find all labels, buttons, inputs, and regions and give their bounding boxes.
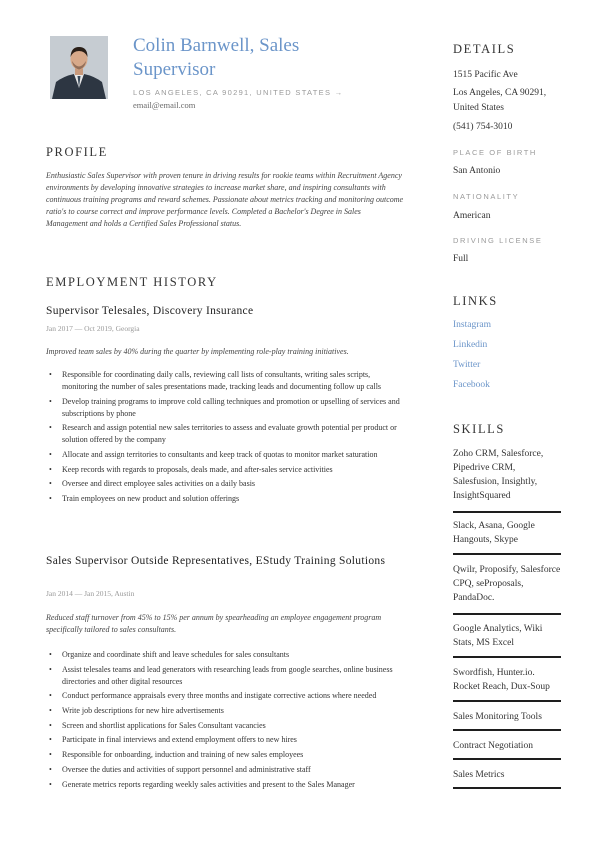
skill-name: Qwilr, Proposify, Salesforce CPQ, seProposals, PandaDoc. [453, 565, 561, 603]
details-heading: DETAILS [453, 42, 516, 56]
skill-name: Sales Monitoring Tools [453, 712, 542, 722]
job-bullet-list [46, 649, 404, 793]
list-item: • Keep records with regards to proposals, deals made, and after-sales service activities [46, 464, 404, 476]
list-item: • Train employees on new product and solution offerings [46, 493, 404, 505]
list-item: • Allocate and assign territories to consultants and keep track of quotas to monitor market saturation [46, 449, 404, 461]
address-line: 1515 Pacific Ave [453, 70, 518, 80]
list-item: • Oversee the duties and activities of support personnel and administrative staff [46, 764, 404, 776]
list-item: • Research and assign potential new sales territories to assess and evaluate growth potential per product or solution offered by the company [46, 422, 404, 446]
link-linkedin[interactable]: Linkedin [453, 340, 488, 350]
profile-photo [50, 36, 108, 99]
skill-level-bar [453, 613, 561, 615]
list-item: • Responsible for coordinating daily calls, reviewing call lists of consultants, writing sales scripts, monitoring the number of sales presentations made, tracking leads and documenting follow up calls [46, 369, 404, 393]
list-item: • Write job descriptions for new hire advertisements [46, 705, 404, 717]
link-facebook[interactable]: Facebook [453, 380, 490, 390]
profile-heading: PROFILE [46, 145, 108, 159]
list-item: • Oversee and direct employee sales activities on a daily basis [46, 478, 404, 490]
list-item: • Assist telesales teams and lead generators with researching leads from google searches, online business directories and other digital resources [46, 664, 404, 688]
nationality: American [453, 211, 491, 221]
skill-level-bar [453, 787, 561, 789]
profile-summary: Enthusiastic Sales Supervisor with proven tenure in driving results for rookie teams within Recruitment Agency environments by developing innovative strategies to increase market share, and inspiring consultants with continuous training programs and reward schemes. Passionate about metrics tracking and monitoring outcome ratio's to course correct and improve performance levels. Completed a Bachelor's Degree in Sales Management and holds a Certified Sales Professional status. [46, 171, 404, 228]
candidate-name: Colin Barnwell, Sales Supervisor [133, 35, 300, 80]
place-of-birth: San Antonio [453, 166, 501, 176]
avatar [50, 36, 108, 99]
employment-heading: EMPLOYMENT HISTORY [46, 275, 218, 289]
skill-name: Zoho CRM, Salesforce, Pipedrive CRM, Salesfusion, Insightly, InsightSquared [453, 449, 544, 501]
place-of-birth-label: PLACE OF BIRTH [453, 148, 537, 157]
skill-level-bar [453, 729, 561, 731]
address-line: Los Angeles, CA 90291, [453, 88, 547, 98]
skill-name: Swordfish, Hunter.io. Rocket Reach, Dux-Soup [453, 668, 550, 692]
list-item: • Screen and shortlist applications for Sales Consultant vacancies [46, 720, 404, 732]
skill-name: Contract Negotiation [453, 741, 533, 751]
phone-number: (541) 754-3010 [453, 122, 513, 132]
list-item: • Participate in final interviews and extend employment offers to new hires [46, 734, 404, 746]
job-bullet-list [46, 369, 404, 508]
job-summary: Reduced staff turnover from 45% to 15% per annum by spearheading an employee engagement program specifically tailored to sales consultants. [46, 613, 382, 634]
list-item: • Responsible for onboarding, induction and training of new sales employees [46, 749, 404, 761]
email-link[interactable]: email@email.com [133, 100, 196, 110]
skill-level-bar [453, 700, 561, 702]
job-summary: Improved team sales by 40% during the quarter by implementing role-play training initiatives. [46, 347, 349, 356]
skill-name: Sales Metrics [453, 770, 505, 780]
skill-level-bar [453, 656, 561, 658]
job-dates: Jan 2014 — Jan 2015, Austin [46, 589, 135, 598]
link-instagram[interactable]: Instagram [453, 320, 491, 330]
skill-name: Slack, Asana, Google Hangouts, Skype [453, 521, 535, 545]
driving-license: Full [453, 254, 469, 264]
list-item: • Organize and coordinate shift and leave schedules for sales consultants [46, 649, 404, 661]
address-line: United States [453, 103, 504, 113]
skill-level-bar [453, 553, 561, 555]
links-heading: LINKS [453, 294, 498, 308]
list-item: • Conduct performance appraisals every three months and instigate corrective actions where needed [46, 690, 404, 702]
job-title: Sales Supervisor Outside Representatives, EStudy Training Solutions [46, 555, 386, 567]
job-title: Supervisor Telesales, Discovery Insurance [46, 305, 254, 317]
job-dates: Jan 2017 — Oct 2019, Georgia [46, 324, 140, 333]
skills-heading: SKILLS [453, 422, 505, 436]
nationality-label: NATIONALITY [453, 192, 520, 201]
skill-level-bar [453, 758, 561, 760]
location-line: LOS ANGELES, CA 90291, UNITED STATES → [133, 88, 344, 97]
driving-license-label: DRIVING LICENSE [453, 236, 543, 245]
list-item: • Develop training programs to improve cold calling techniques and promotion or upselling of services and subscriptions by phone [46, 396, 404, 420]
list-item: • Generate metrics reports regarding weekly sales activities and present to the Sales Manager [46, 779, 404, 791]
skill-level-bar [453, 511, 561, 513]
skill-name: Google Analytics, Wiki Stats, MS Excel [453, 624, 543, 648]
link-twitter[interactable]: Twitter [453, 360, 481, 370]
